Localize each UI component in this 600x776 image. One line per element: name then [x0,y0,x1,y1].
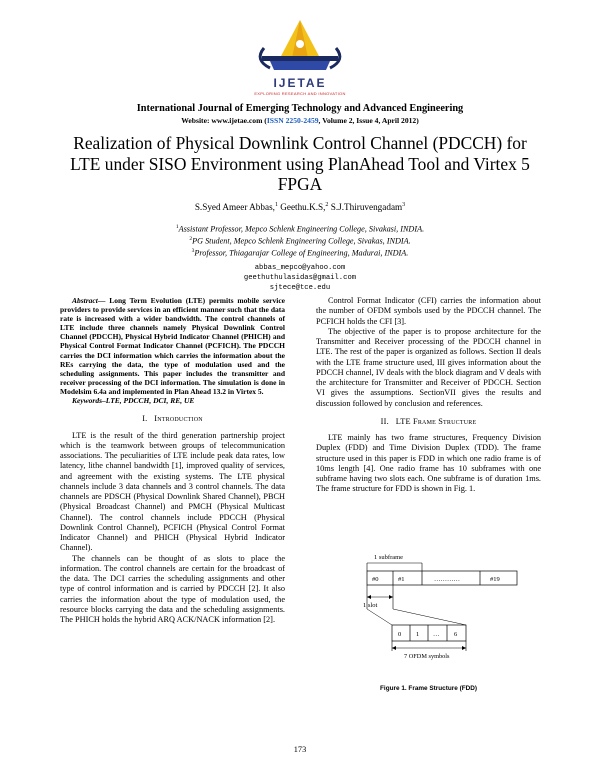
email-1[interactable]: abbas_mepco@yahoo.com [254,264,346,272]
symbol-0: 0 [398,631,402,638]
author-2: Geethu.K.S, [277,202,326,213]
section-heading-frame-structure [316,417,541,427]
website-prefix: Website: www.ijetae.com ( [181,116,267,125]
section-number: I. [142,414,148,424]
section-number: II. [380,416,389,426]
zoom-line-left [367,609,392,625]
logo-emblem-icon [240,18,360,78]
figure-caption: Figure 1. Frame Structure (FDD) [380,685,477,692]
section-title: Introduction [154,414,203,424]
abstract-dash: — [97,296,110,305]
section-heading-introduction [60,414,285,424]
website-suffix: , Volume 2, Issue 4, April 2012) [318,116,419,125]
slot-arrow-left-head [367,595,371,599]
left-column [60,296,285,625]
frame-paragraph: LTE mainly has two frame structures, Frequency Division Duplex (FDD) and Time Division Duplex (TDD). The frame structure used in this paper is FDD in which one radio frame is of 10ms length [4]. One radio frame has 10 subframes with one subframe having two slots each. One subframe is of duration 1ms. The frame structure for FDD is shown in Fig. 1. [316,433,541,494]
frame-cell-0: #0 [372,576,379,583]
affiliation-1-sup: 1 [175,224,179,230]
cfi-paragraph: Control Format Indicator (CFI) carries the information about the number of OFDM symbols used by the PDCCH channel. The PCFICH holds the CFI [3]. [316,296,541,326]
logo-tagline: EXPLORING RESEARCH AND INNOVATION [254,91,346,96]
slot-arrow-right-head [389,595,393,599]
page-number: 173 [293,745,307,754]
abstract-label: Abstract [72,296,98,305]
affiliation-3-sup: 3 [191,248,195,254]
zoom-line-right [393,609,466,625]
abstract [60,296,285,396]
author-1-sup: 1 [274,202,278,208]
affiliation-3-text: Professor, Thiagarajar College of Engineering, Madurai, INDIA. [194,248,409,258]
ofdm-arrow-right-head [462,646,466,650]
intro-paragraph-1: LTE is the result of the third generation partnership project which is the teamwork between groups of telecommunication associations. The peculiarities of LTE include peak data rates, low latency, lithe channel bandwidth [1], improved quality of services, and agreement with the existing systems. The LTE physical channels include 3 data channels and 3 control channels. The data channels are PDSCH (Physical Downlink Shared Channel), PBCH (Physical Broadcast Channel) and PMCH (Physical Multicast Channel). The control channels include PDCCH (Physical Downlink Control Channel), PCFICH (Physical Control Format Indicator Channel) and PHICH (Physical Hybrid Indicator Channel). [60,430,285,553]
symbol-1: 1 [416,631,420,638]
slot-label: 1 slot [363,602,378,609]
affiliation-2 [0,236,600,246]
affiliation-3 [0,248,600,258]
issn-link[interactable]: ISSN 2250-2459 [266,116,319,125]
ofdm-arrow-left-head [392,646,396,650]
subframe-label: 1 subframe [374,554,404,561]
frame-cell-1: #1 [398,576,405,583]
logo-wordmark: IJETAE [273,76,327,90]
affiliation-2-text: PG Student, Mepco Schlenk Engineering College, Sivakas, INDIA. [192,236,411,246]
paper-title: Realization of Physical Downlink Control Channel (PDCCH) for LTE under SISO Environment using PlanAhead Tool and Virtex 5 FPGA [70,133,530,194]
frame-structure-figure [330,545,550,665]
frame-cell-19: #19 [490,576,500,583]
affiliation-1 [0,224,600,234]
objective-paragraph: The objective of the paper is to propose architecture for the Transmitter and Receiver processing of the PDCCH channel in LTE. The rest of the paper is organized as follows. Section II deals with the LTE frame structure used, III gives information about the PDCCH channel, IV deals with the block diagram and V deals with the architecture for Transmitter and Receiver of PDCCH. Section VI gives the assumptions. SectionVII gives the results and discussion followed by conclusion and references. [316,326,541,408]
author-3: S.J.Thiruvengadam [328,202,403,213]
affiliation-2-sup: 2 [189,236,193,242]
section-title: LTE Frame Structure [395,416,477,426]
author-list [0,202,600,212]
author-3-sup: 3 [402,202,406,208]
ofdm-label: 7 OFDM symbols [404,653,450,660]
intro-paragraph-2: The channels can be thought of as slots to place the information. The control channels are certain for the broadcast of the data. The DCI carries the scheduling assignments and other type of control information and is carried by PDCCH [2]. It also carries the information about the type of modulation used, the resource blocks carrying the data and the scheduling assignments. The PHICH holds the hybrid ARQ ACK/NACK information [2]. [60,553,285,625]
journal-logo [240,18,360,100]
journal-website [0,116,600,125]
right-column [316,296,541,495]
keywords: Keywords–LTE, PDCCH, DCI, RE, UE [72,396,195,406]
author-1: S.Syed Ameer Abbas, [194,202,275,213]
author-2-sup: 2 [325,202,329,208]
symbol-dots: … [433,631,440,638]
affiliation-1-text: Assistant Professor, Mepco Schlenk Engineering College, Sivakasi, INDIA. [178,224,425,234]
journal-name: International Journal of Emerging Technology and Advanced Engineering [136,103,464,114]
abstract-text: Long Term Evolution (LTE) permits mobile service providers to provide services in an efficient manner such that the data rate is increased with a wider bandwidth. The control channels of LTE include three channels namely Physical Downlink Control Channel (PDCCH), Physical Hybrid Indicator Channel (PHICH) and Physical Control Format Indicator Channel (PCFICH). The PDCCH carries the DCI information which carries the information about the REs carrying the data, the type of modulation used and the scheduling assignments. This paper includes the transmitter and receiver processing of the DCI information. The simulation is done in Modelsim 6.4a and implemented in Plan Ahead 13.2 in Virtex 5. [60,296,285,396]
email-3[interactable]: sjtece@tce.edu [269,284,331,292]
email-2[interactable]: geethuthulasidas@gmail.com [243,274,357,282]
symbol-6: 6 [454,631,458,638]
frame-cell-dots: ………… [434,576,460,583]
